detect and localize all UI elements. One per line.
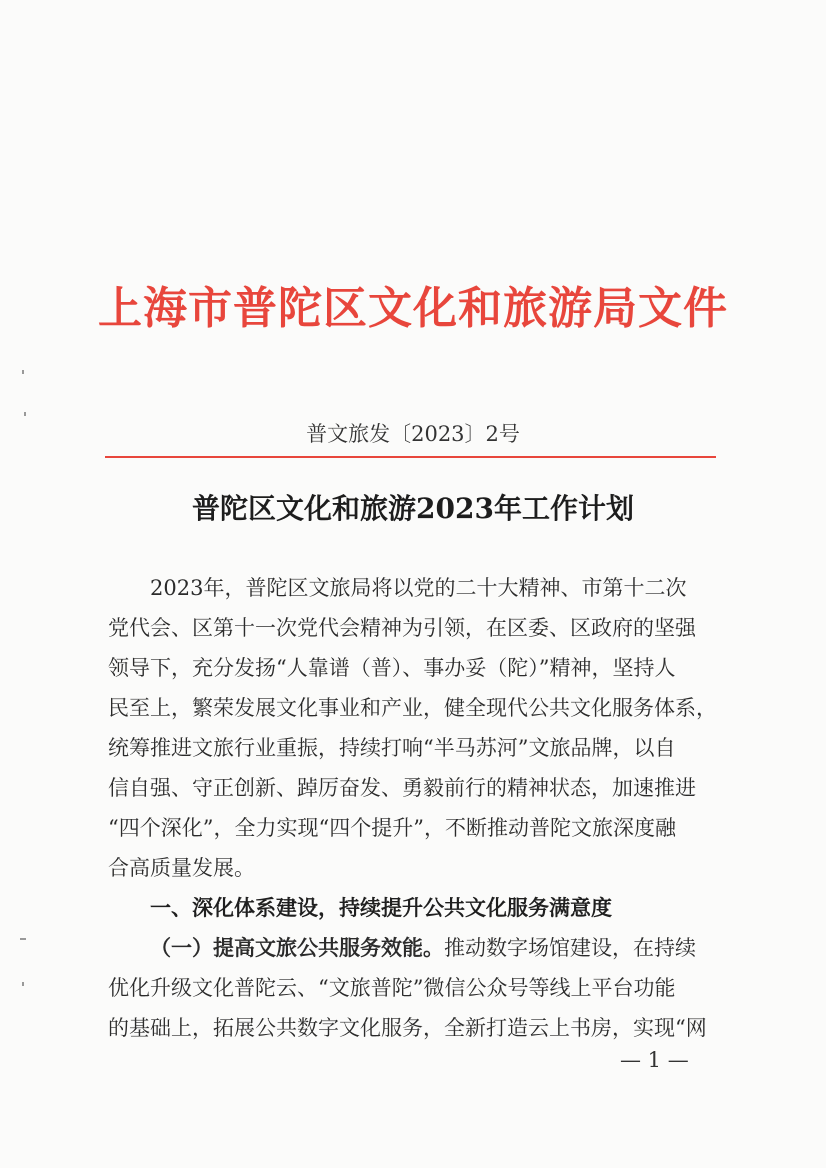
body-text bbox=[108, 568, 718, 1048]
page-number: — 1 — bbox=[620, 1048, 689, 1072]
scan-mark bbox=[22, 370, 24, 374]
subsection-line bbox=[108, 928, 718, 968]
subsection-label: （一）提高文旅公共服务效能。 bbox=[150, 935, 444, 960]
paragraph-line: 优化升级文化普陀云、“文旅普陀”微信公众号等线上平台功能 bbox=[108, 976, 676, 1000]
paragraph-line: 合高质量发展。 bbox=[108, 856, 255, 880]
subsection-text: 推动数字场馆建设，在持续 bbox=[444, 936, 696, 960]
paragraph-line: 2023年，普陀区文旅局将以党的二十大精神、市第十二次 bbox=[150, 576, 687, 600]
document-number: 普文旅发〔2023〕2号 bbox=[306, 422, 520, 446]
paragraph-line: 领导下，充分发扬“人靠谱（普）、事办妥（陀）”精神，坚持人 bbox=[108, 656, 676, 680]
scan-mark bbox=[20, 938, 26, 940]
issuer-header: 上海市普陀区文化和旅游局文件 bbox=[98, 283, 728, 334]
paragraph-line: 民至上，繁荣发展文化事业和产业，健全现代公共文化服务体系， bbox=[108, 696, 717, 720]
paragraph-line: 的基础上，拓展公共数字文化服务，全新打造云上书房，实现“网 bbox=[108, 1016, 707, 1040]
paragraph-line: 信自强、守正创新、踔厉奋发、勇毅前行的精神状态，加速推进 bbox=[108, 776, 696, 800]
paragraph-line: “四个深化”，全力实现“四个提升”，不断推动普陀文旅深度融 bbox=[108, 816, 676, 840]
paragraph-line: 统筹推进文旅行业重振，持续打响“半马苏河”文旅品牌，以自 bbox=[108, 736, 676, 760]
red-divider bbox=[105, 456, 716, 458]
paragraph-line: 党代会、区第十一次党代会精神为引领，在区委、区政府的坚强 bbox=[108, 616, 696, 640]
scan-mark bbox=[22, 982, 24, 986]
scan-mark bbox=[24, 412, 26, 416]
document-title: 普陀区文化和旅游2023年工作计划 bbox=[192, 492, 634, 525]
section-heading: 一、深化体系建设，持续提升公共文化服务满意度 bbox=[150, 896, 612, 920]
